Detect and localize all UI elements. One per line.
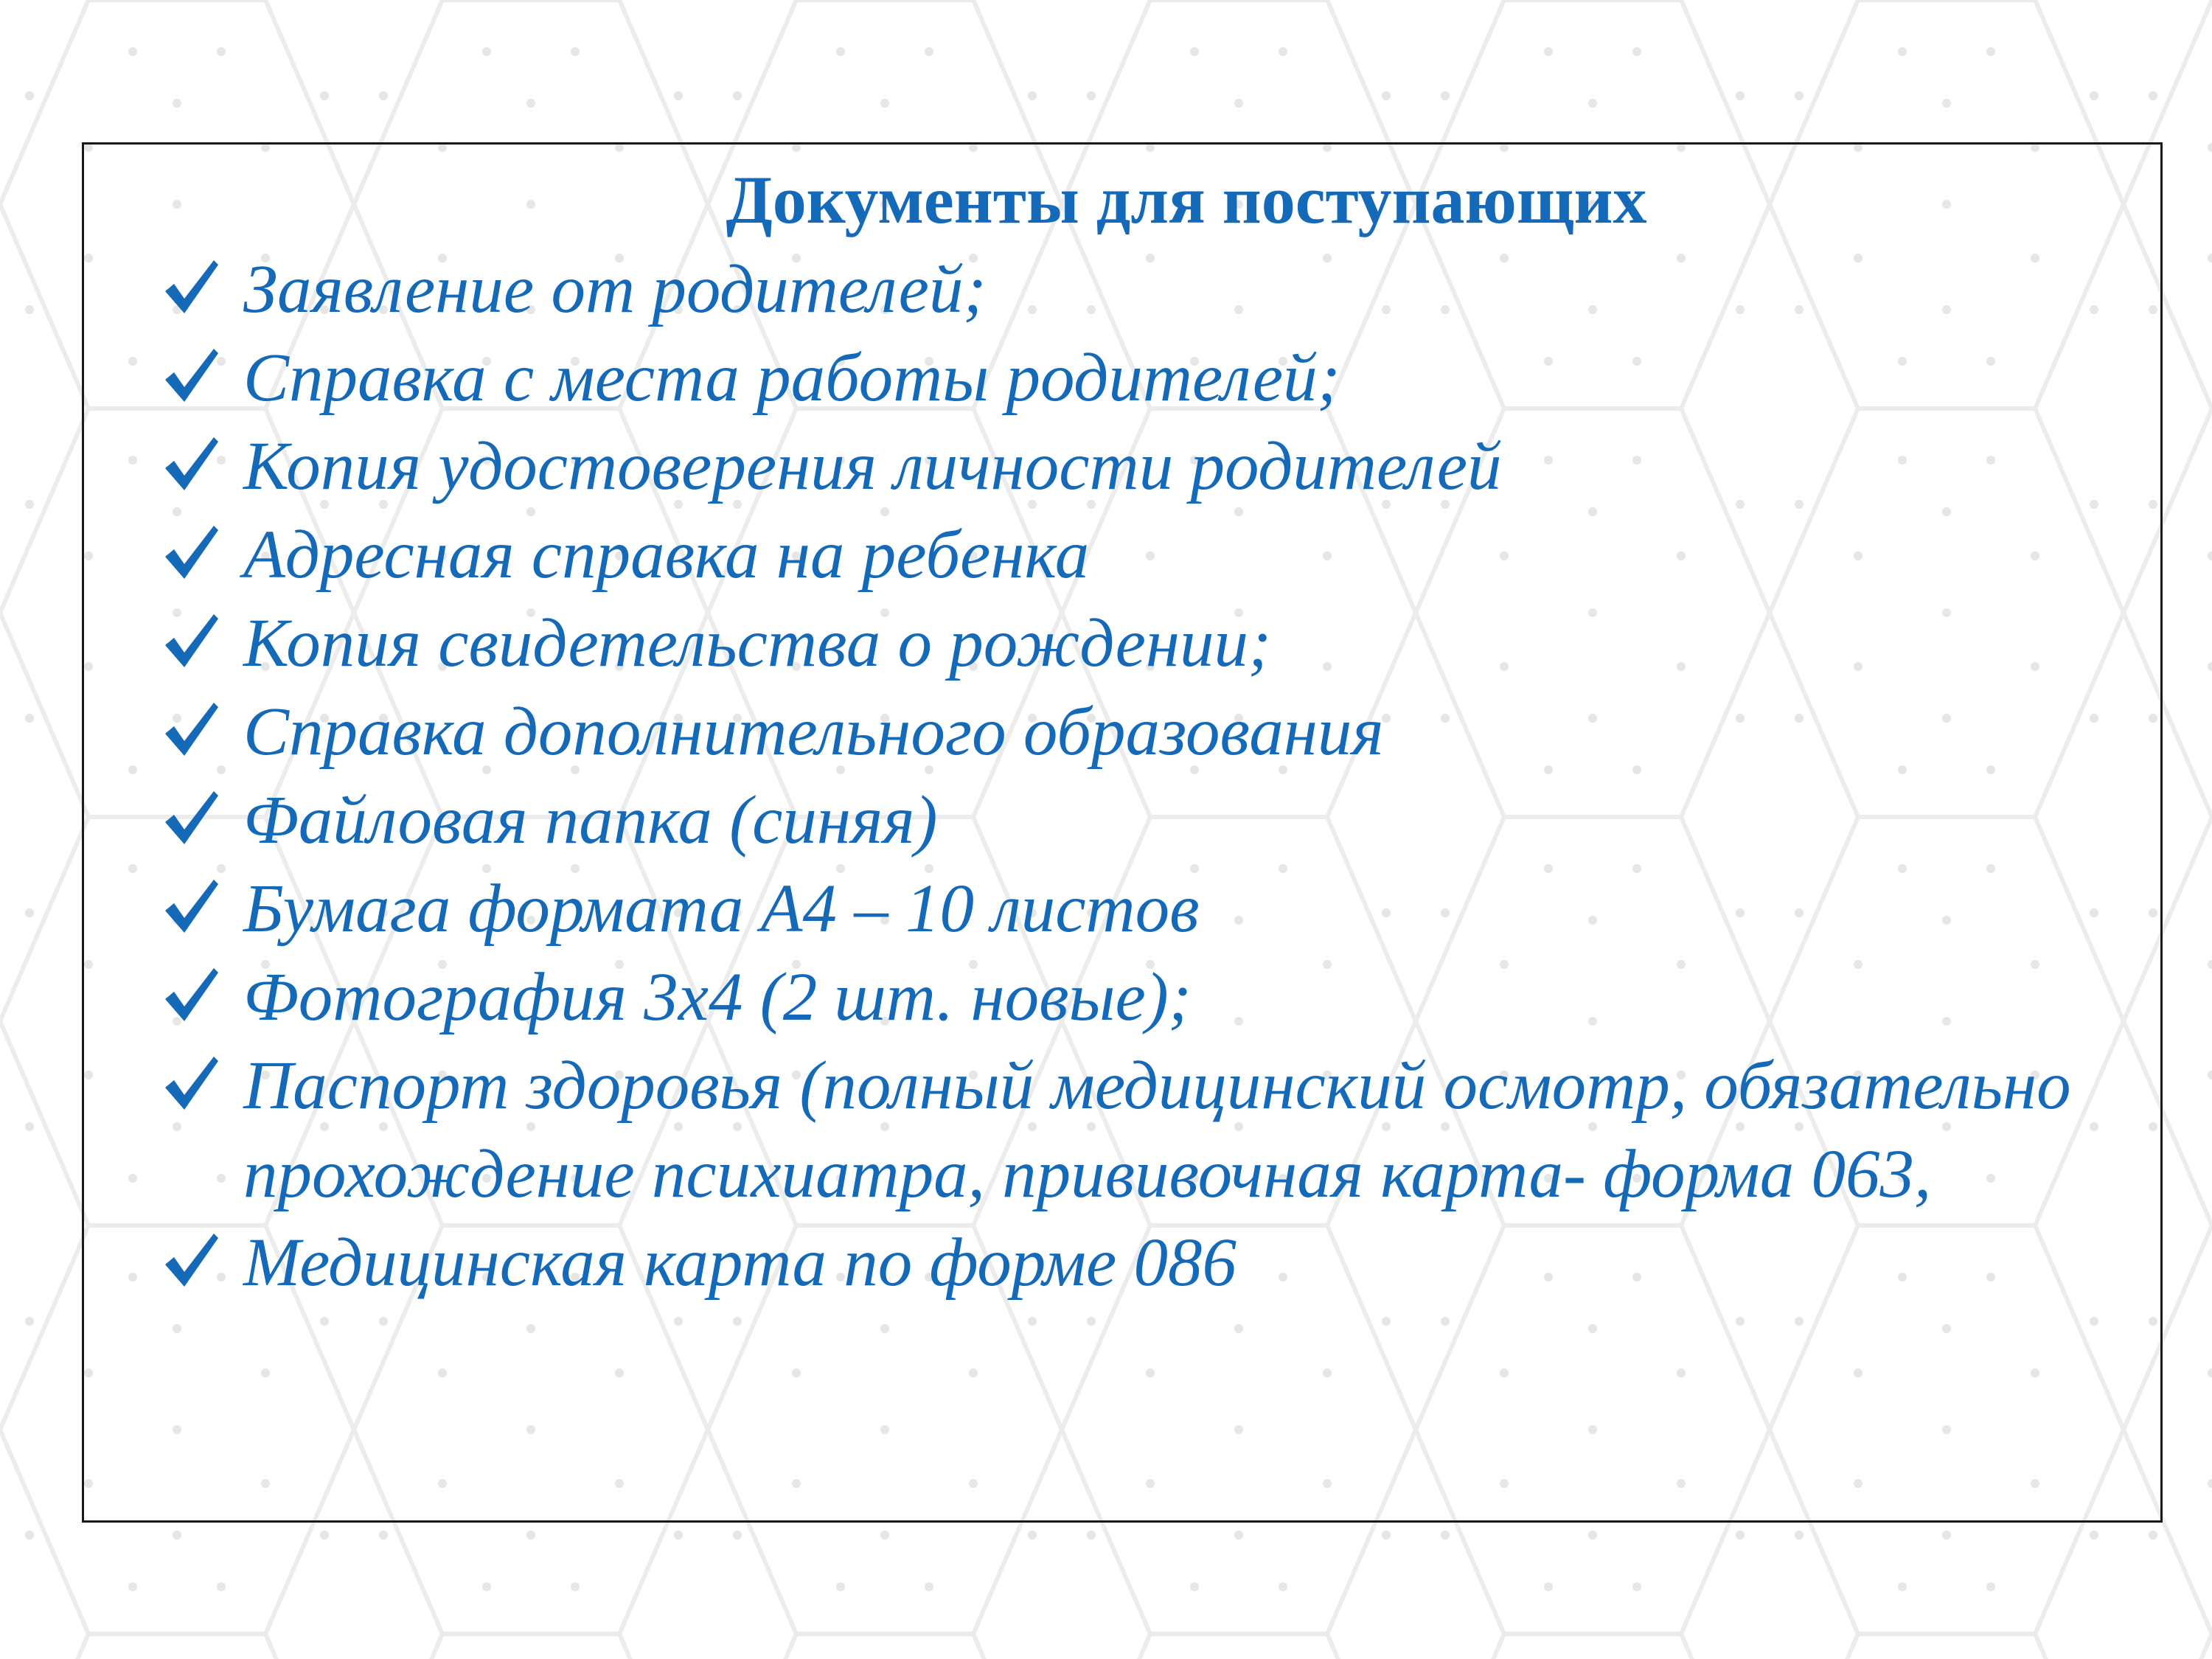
check-icon: [161, 953, 220, 1042]
list-item-text: Копия свидетельства о рождении;: [243, 605, 1272, 681]
check-icon: [161, 422, 220, 511]
page-title: Документы для поступающих: [726, 162, 1647, 237]
list-item: [161, 334, 2152, 422]
list-item: [161, 953, 2152, 1042]
check-icon: [161, 246, 220, 334]
list-item-text: Копия удостоверения личности родителей: [243, 428, 1502, 504]
list-item-text: Паспорт здоровья (полный медицинский осмотр, обязательно прохождение психиатра, прививочная карта- форма 063,: [243, 1048, 2071, 1212]
list-item: [161, 776, 2152, 865]
documents-list: [161, 246, 2152, 1307]
check-icon: [161, 865, 220, 953]
check-icon: [161, 334, 220, 422]
list-item-text: Файловая папка (синяя): [243, 782, 938, 858]
list-item-text: Фотография 3х4 (2 шт. новые);: [243, 959, 1192, 1035]
check-icon: [161, 599, 220, 688]
list-item-text: Справка дополнительного образования: [243, 694, 1384, 770]
list-item: [161, 688, 2152, 776]
list-item-text: Заявление от родителей;: [243, 251, 987, 327]
check-icon: [161, 511, 220, 599]
list-item: [161, 1219, 2152, 1307]
list-item-text: Медицинская карта по форме 086: [243, 1225, 1237, 1301]
list-item: [161, 865, 2152, 953]
check-icon: [161, 776, 220, 865]
list-item: [161, 422, 2152, 511]
check-icon: [161, 688, 220, 776]
list-item: [161, 511, 2152, 599]
list-item: [161, 246, 2152, 334]
list-item-text: Справка с места работы родителей;: [243, 340, 1340, 416]
list-item: [161, 1042, 2205, 1219]
check-icon: [161, 1042, 220, 1130]
list-item: [161, 599, 2152, 688]
list-item-text: Бумага формата А4 – 10 листов: [243, 871, 1200, 947]
check-icon: [161, 1219, 220, 1307]
list-item-text: Адресная справка на ребенка: [243, 517, 1090, 593]
